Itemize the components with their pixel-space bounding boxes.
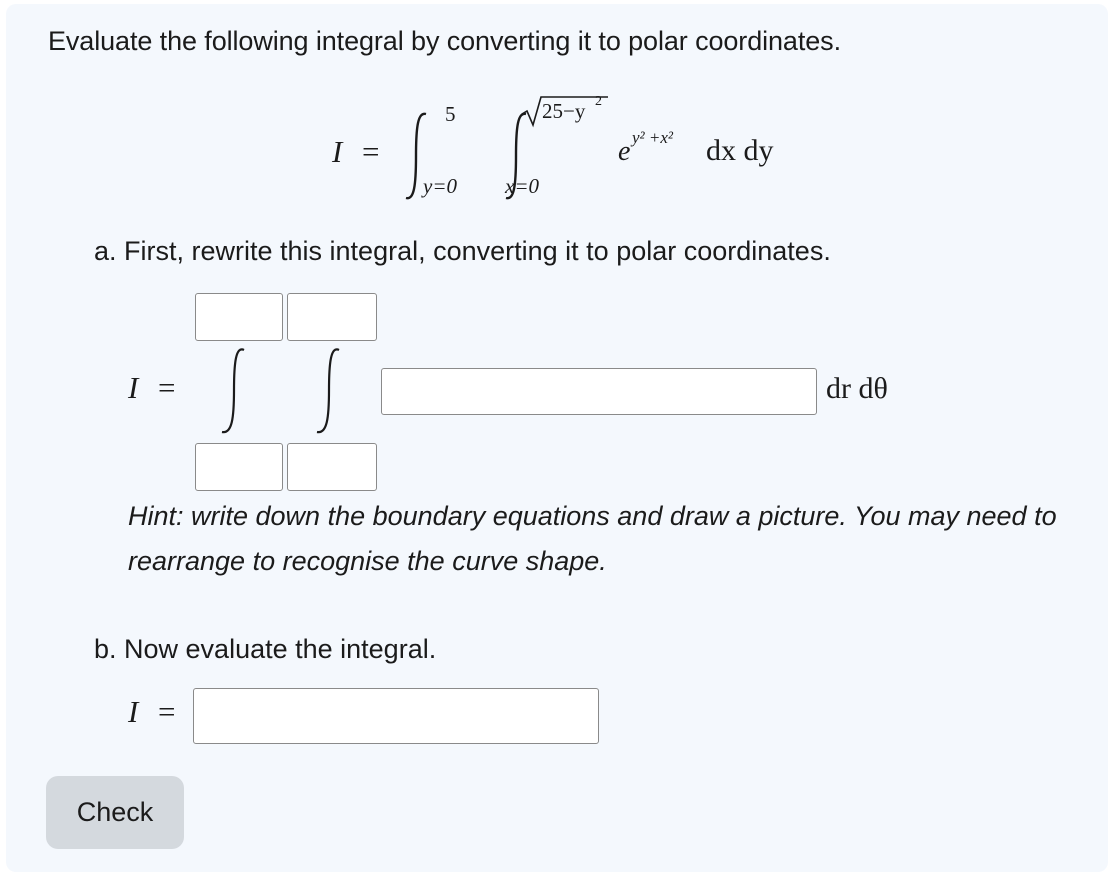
final-answer-input[interactable] bbox=[193, 688, 599, 744]
part-a-lhs: I bbox=[128, 370, 139, 405]
polar-integrand-input[interactable] bbox=[381, 368, 817, 415]
inner-upper-limit: 25−y bbox=[542, 99, 586, 123]
part-b-lhs: I bbox=[128, 694, 139, 729]
check-button[interactable]: Check bbox=[46, 776, 184, 849]
r-upper-limit-input[interactable] bbox=[287, 293, 377, 341]
r-lower-limit-input[interactable] bbox=[287, 443, 377, 491]
polar-inner-integral-sign bbox=[309, 344, 349, 438]
part-a-differentials: dr dθ bbox=[826, 372, 888, 405]
part-b-equals: = bbox=[158, 694, 176, 729]
outer-lower-limit: y=0 bbox=[423, 174, 457, 198]
integrand-differentials: dx dy bbox=[706, 134, 774, 167]
part-a-label: a. First, rewrite this integral, converting it to polar coordinates. bbox=[94, 236, 831, 266]
theta-lower-limit-input[interactable] bbox=[195, 443, 283, 491]
integrand-base: e bbox=[618, 136, 631, 167]
integrand-exponent: y² +x² bbox=[632, 128, 674, 147]
part-a-equals: = bbox=[158, 370, 176, 405]
integral-lhs: I bbox=[332, 134, 343, 169]
outer-upper-limit: 5 bbox=[445, 102, 456, 126]
integral-equals: = bbox=[362, 134, 380, 169]
inner-upper-exponent: 2 bbox=[595, 94, 602, 109]
inner-lower-limit: x=0 bbox=[505, 174, 539, 198]
question-text: Evaluate the following integral by converting it to polar coordinates. bbox=[48, 26, 841, 56]
hint-text: Hint: write down the boundary equations and draw a picture. You may need to rearrange to recognise the curve shape. bbox=[128, 501, 1057, 576]
part-b-label: b. Now evaluate the integral. bbox=[94, 634, 437, 664]
theta-upper-limit-input[interactable] bbox=[195, 293, 283, 341]
polar-outer-integral-sign bbox=[214, 344, 254, 438]
